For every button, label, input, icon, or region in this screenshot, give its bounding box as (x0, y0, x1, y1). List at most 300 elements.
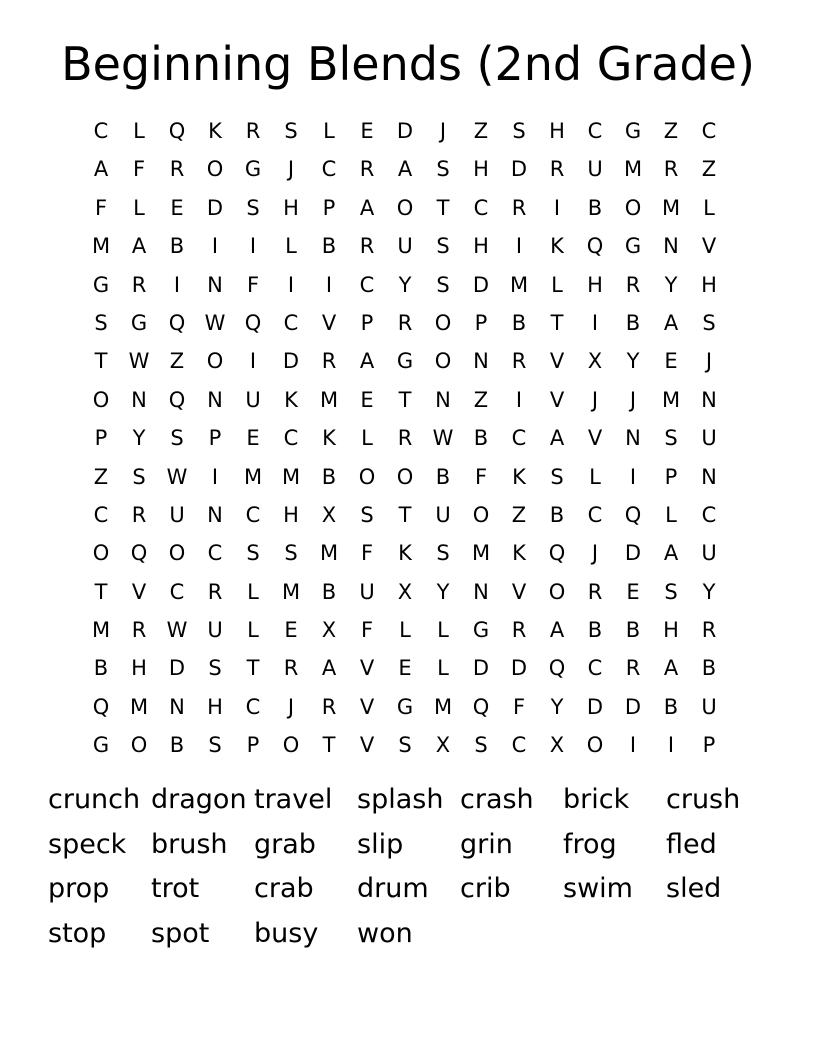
grid-letter: R (131, 272, 147, 297)
grid-letter: Y (436, 579, 450, 604)
grid-letter: S (360, 502, 374, 527)
grid-letter: R (549, 157, 565, 182)
grid-letter: V (359, 733, 375, 758)
grid-letter: P (360, 310, 374, 335)
letter-grid (82, 112, 728, 765)
word-list-item: won (357, 918, 413, 950)
grid-letter: T (322, 733, 336, 758)
grid-letter: C (359, 272, 375, 297)
grid-letter: C (93, 502, 109, 527)
grid-letter: B (587, 618, 603, 643)
grid-letter: S (398, 733, 412, 758)
grid-letter: S (284, 119, 298, 143)
grid-letter: U (701, 541, 717, 566)
grid-letter: M (433, 694, 453, 719)
grid-letter: S (436, 541, 450, 566)
grid-letter: H (283, 195, 299, 220)
grid-letter: G (396, 694, 414, 719)
grid-letter: S (246, 541, 260, 566)
grid-letter: S (436, 157, 450, 182)
word-list-item: frog (563, 828, 617, 860)
grid-letter: B (321, 234, 337, 259)
grid-letter: F (360, 541, 374, 566)
grid-letter: B (625, 618, 641, 643)
word-list-item: spot (151, 918, 210, 950)
word-list-item: stop (48, 918, 107, 950)
grid-letter: E (360, 119, 374, 143)
grid-letter: I (249, 234, 257, 259)
grid-letter: B (625, 310, 641, 335)
word-row (48, 912, 788, 957)
grid-letter: K (284, 387, 298, 412)
grid-letter: C (93, 119, 109, 143)
grid-letter: L (247, 618, 259, 643)
grid-letter: S (436, 272, 450, 297)
grid-letter: T (550, 310, 564, 335)
grid-letter: S (664, 426, 678, 451)
grid-letter: L (703, 195, 715, 220)
grid-letter: C (587, 502, 603, 527)
grid-letter: H (131, 656, 147, 681)
grid-row (82, 534, 728, 572)
grid-letter: Q (168, 310, 186, 335)
grid-letter: H (283, 502, 299, 527)
grid-letter: U (701, 694, 717, 719)
grid-letter: R (321, 694, 337, 719)
grid-letter: O (434, 349, 452, 374)
grid-letter: Z (473, 119, 489, 143)
grid-letter: S (664, 579, 678, 604)
grid-letter: P (474, 310, 488, 335)
grid-letter: F (94, 195, 108, 220)
grid-letter: H (207, 694, 223, 719)
grid-letter: I (325, 272, 333, 297)
grid-letter: O (358, 464, 376, 489)
grid-letter: U (701, 426, 717, 451)
grid-letter: R (169, 157, 185, 182)
word-list-item: speck (48, 828, 127, 860)
grid-letter: S (246, 195, 260, 220)
grid-letter: N (131, 387, 147, 412)
grid-letter: Q (624, 502, 642, 527)
word-list-item: fled (666, 828, 717, 860)
grid-letter: Q (130, 541, 148, 566)
word-list-item: dragon (151, 784, 247, 815)
grid-letter: A (549, 426, 565, 451)
grid-letter: C (245, 502, 261, 527)
grid-letter: M (243, 464, 263, 489)
grid-letter: U (397, 234, 413, 259)
grid-letter: R (321, 349, 337, 374)
grid-letter: G (92, 272, 110, 297)
grid-letter: L (361, 426, 373, 451)
grid-letter: F (512, 694, 526, 719)
grid-letter: H (663, 618, 679, 643)
grid-letter: S (208, 733, 222, 758)
grid-letter: A (131, 234, 147, 259)
grid-row (82, 150, 728, 188)
grid-letter: N (473, 349, 489, 374)
page-title: Beginning Blends (2nd Grade) (61, 37, 755, 91)
grid-letter: R (397, 426, 413, 451)
word-list-item: crunch (48, 784, 141, 815)
word-list-item: splash (357, 784, 444, 815)
grid-letter: Z (473, 387, 489, 412)
grid-letter: R (511, 618, 527, 643)
grid-letter: R (701, 618, 717, 643)
grid-letter: Q (472, 694, 490, 719)
grid-letter: V (549, 349, 565, 374)
grid-row (82, 688, 728, 726)
grid-letter: I (211, 234, 219, 259)
grid-letter: J (287, 157, 295, 182)
word-list-item: trot (151, 873, 200, 905)
word-list-item: grin (460, 828, 513, 860)
grid-letter: C (473, 195, 489, 220)
grid-letter: S (474, 733, 488, 758)
word-list-item: crab (254, 873, 314, 905)
grid-letter: R (131, 618, 147, 643)
grid-letter: Q (168, 387, 186, 412)
grid-letter: P (94, 426, 108, 451)
grid-letter: Y (702, 579, 716, 604)
grid-row (82, 726, 728, 764)
grid-letter: Y (626, 349, 640, 374)
grid-letter: Y (550, 694, 564, 719)
grid-letter: K (512, 541, 526, 566)
grid-letter: C (701, 119, 717, 143)
grid-letter: O (472, 502, 490, 527)
grid-letter: G (396, 349, 414, 374)
grid-letter: V (131, 579, 147, 604)
grid-letter: Z (169, 349, 185, 374)
grid-letter: I (667, 733, 675, 758)
grid-letter: S (94, 310, 108, 335)
grid-letter: N (169, 694, 185, 719)
grid-letter: U (359, 579, 375, 604)
grid-letter: B (169, 234, 185, 259)
word-list-item: drum (357, 873, 429, 905)
grid-letter: T (398, 502, 412, 527)
grid-letter: M (129, 694, 149, 719)
grid-letter: B (93, 656, 109, 681)
grid-letter: X (435, 733, 451, 758)
grid-letter: Q (586, 234, 604, 259)
grid-letter: M (509, 272, 529, 297)
grid-letter: V (549, 387, 565, 412)
grid-letter: X (587, 349, 603, 374)
grid-letter: M (91, 618, 111, 643)
grid-letter: E (246, 426, 260, 451)
grid-letter: L (323, 119, 335, 143)
grid-letter: F (360, 618, 374, 643)
word-list-item: brick (563, 784, 630, 815)
grid-letter: O (130, 733, 148, 758)
grid-row (82, 112, 728, 150)
grid-letter: X (397, 579, 413, 604)
grid-letter: E (398, 656, 412, 681)
grid-letter: R (359, 157, 375, 182)
grid-letter: W (432, 426, 454, 451)
grid-letter: A (663, 541, 679, 566)
grid-letter: O (168, 541, 186, 566)
grid-letter: L (437, 618, 449, 643)
grid-letter: E (360, 387, 374, 412)
grid-letter: O (548, 579, 566, 604)
grid-letter: O (206, 349, 224, 374)
grid-letter: P (208, 426, 222, 451)
grid-row (82, 458, 728, 496)
grid-letter: B (549, 502, 565, 527)
grid-letter: D (624, 541, 642, 566)
grid-letter: A (321, 656, 337, 681)
grid-letter: R (245, 119, 261, 143)
grid-letter: R (283, 656, 299, 681)
grid-letter: U (169, 502, 185, 527)
grid-letter: X (549, 733, 565, 758)
grid-letter: M (281, 579, 301, 604)
grid-letter: I (629, 464, 637, 489)
grid-letter: S (284, 541, 298, 566)
grid-letter: D (510, 656, 528, 681)
grid-letter: V (701, 234, 717, 259)
grid-letter: P (322, 195, 336, 220)
grid-letter: B (321, 464, 337, 489)
grid-letter: N (625, 426, 641, 451)
word-list-item: crib (460, 873, 511, 905)
word-list-item: crush (666, 784, 741, 815)
grid-letter: L (133, 195, 145, 220)
grid-letter: J (287, 694, 295, 719)
grid-letter: U (245, 387, 261, 412)
grid-letter: Z (93, 464, 109, 489)
grid-letter: G (472, 618, 490, 643)
grid-letter: E (664, 349, 678, 374)
grid-letter: M (623, 157, 643, 182)
grid-letter: B (321, 579, 337, 604)
word-list (48, 778, 788, 957)
grid-letter: S (436, 234, 450, 259)
grid-letter: M (281, 464, 301, 489)
grid-letter: L (589, 464, 601, 489)
grid-letter: P (702, 733, 716, 758)
grid-letter: B (473, 426, 489, 451)
grid-row (82, 304, 728, 342)
grid-letter: C (511, 733, 527, 758)
grid-letter: C (283, 426, 299, 451)
grid-row (82, 342, 728, 380)
grid-letter: Q (548, 656, 566, 681)
grid-letter: P (664, 464, 678, 489)
grid-letter: K (512, 464, 526, 489)
grid-letter: H (587, 272, 603, 297)
grid-letter: Q (548, 541, 566, 566)
grid-letter: Y (398, 272, 412, 297)
grid-letter: B (701, 656, 717, 681)
word-list-item: slip (357, 828, 404, 860)
grid-letter: T (398, 387, 412, 412)
grid-letter: I (211, 464, 219, 489)
grid-letter: G (624, 119, 642, 143)
grid-letter: N (701, 387, 717, 412)
grid-letter: O (396, 195, 414, 220)
grid-letter: O (282, 733, 300, 758)
grid-letter: H (473, 157, 489, 182)
grid-letter: R (511, 195, 527, 220)
grid-letter: C (701, 502, 717, 527)
grid-letter: D (624, 694, 642, 719)
word-row (48, 778, 788, 823)
grid-letter: Z (663, 119, 679, 143)
grid-letter: Y (132, 426, 146, 451)
grid-letter: R (511, 349, 527, 374)
word-list-item: swim (563, 873, 633, 905)
grid-letter: A (663, 656, 679, 681)
grid-letter: O (434, 310, 452, 335)
grid-letter: E (170, 195, 184, 220)
grid-letter: A (663, 310, 679, 335)
grid-letter: C (169, 579, 185, 604)
grid-letter: D (206, 195, 224, 220)
grid-letter: S (702, 310, 716, 335)
grid-letter: L (665, 502, 677, 527)
grid-letter: M (91, 234, 111, 259)
grid-row (82, 381, 728, 419)
grid-letter: E (626, 579, 640, 604)
grid-letter: R (587, 579, 603, 604)
word-list-item: busy (254, 918, 319, 950)
grid-letter: G (92, 733, 110, 758)
grid-letter: S (550, 464, 564, 489)
grid-letter: O (206, 157, 224, 182)
grid-letter: D (282, 349, 300, 374)
grid-letter: R (625, 656, 641, 681)
grid-letter: Q (92, 694, 110, 719)
grid-letter: R (207, 579, 223, 604)
word-list-item: crash (460, 784, 534, 815)
grid-letter: S (132, 464, 146, 489)
grid-letter: J (591, 541, 599, 566)
grid-letter: M (661, 387, 681, 412)
grid-letter: I (553, 195, 561, 220)
grid-letter: C (245, 694, 261, 719)
grid-letter: O (396, 464, 414, 489)
grid-letter: L (247, 579, 259, 604)
grid-letter: F (474, 464, 488, 489)
grid-letter: I (287, 272, 295, 297)
grid-letter: R (359, 234, 375, 259)
grid-letter: U (207, 618, 223, 643)
grid-letter: J (705, 349, 713, 374)
grid-letter: R (625, 272, 641, 297)
grid-letter: D (472, 272, 490, 297)
grid-letter: P (246, 733, 260, 758)
grid-letter: I (515, 234, 523, 259)
grid-row (82, 611, 728, 649)
grid-row (82, 649, 728, 687)
grid-letter: K (322, 426, 336, 451)
grid-letter: I (591, 310, 599, 335)
grid-letter: Z (701, 157, 717, 182)
grid-letter: M (319, 387, 339, 412)
grid-letter: B (511, 310, 527, 335)
grid-letter: C (511, 426, 527, 451)
grid-letter: W (166, 464, 188, 489)
grid-letter: V (587, 426, 603, 451)
grid-letter: I (629, 733, 637, 758)
grid-letter: H (549, 119, 565, 143)
grid-letter: G (244, 157, 262, 182)
grid-letter: A (359, 195, 375, 220)
grid-letter: H (701, 272, 717, 297)
grid-letter: B (587, 195, 603, 220)
grid-letter: C (587, 119, 603, 143)
grid-letter: R (397, 310, 413, 335)
grid-letter: K (398, 541, 412, 566)
grid-letter: O (624, 195, 642, 220)
grid-letter: U (435, 502, 451, 527)
grid-letter: C (321, 157, 337, 182)
grid-letter: B (663, 694, 679, 719)
grid-letter: R (131, 502, 147, 527)
word-row (48, 867, 788, 912)
grid-letter: A (397, 157, 413, 182)
grid-letter: D (396, 119, 414, 143)
grid-letter: T (94, 349, 108, 374)
word-list-item: brush (151, 828, 228, 860)
word-list-item: prop (48, 873, 110, 905)
word-list-item: sled (666, 873, 722, 905)
grid-letter: J (591, 387, 599, 412)
grid-letter: W (128, 349, 150, 374)
grid-letter: Y (664, 272, 678, 297)
grid-letter: M (661, 195, 681, 220)
grid-letter: N (663, 234, 679, 259)
grid-letter: O (92, 541, 110, 566)
grid-letter: N (701, 464, 717, 489)
grid-letter: M (471, 541, 491, 566)
grid-letter: E (284, 618, 298, 643)
grid-letter: M (319, 541, 339, 566)
grid-row (82, 266, 728, 304)
grid-letter: D (586, 694, 604, 719)
grid-letter: V (359, 656, 375, 681)
grid-letter: W (166, 618, 188, 643)
grid-letter: J (439, 119, 447, 143)
grid-letter: N (435, 387, 451, 412)
grid-letter: F (246, 272, 260, 297)
grid-row (82, 189, 728, 227)
grid-letter: J (629, 387, 637, 412)
grid-letter: A (93, 157, 109, 182)
word-list-item: grab (254, 828, 316, 860)
grid-letter: A (359, 349, 375, 374)
grid-row (82, 496, 728, 534)
grid-letter: S (512, 119, 526, 143)
grid-row (82, 419, 728, 457)
grid-letter: D (472, 656, 490, 681)
grid-letter: O (586, 733, 604, 758)
grid-letter: B (435, 464, 451, 489)
grid-letter: L (399, 618, 411, 643)
grid-row (82, 227, 728, 265)
grid-letter: W (204, 310, 226, 335)
grid-letter: G (130, 310, 148, 335)
word-row (48, 823, 788, 868)
grid-letter: A (549, 618, 565, 643)
grid-letter: N (207, 387, 223, 412)
grid-letter: C (587, 656, 603, 681)
